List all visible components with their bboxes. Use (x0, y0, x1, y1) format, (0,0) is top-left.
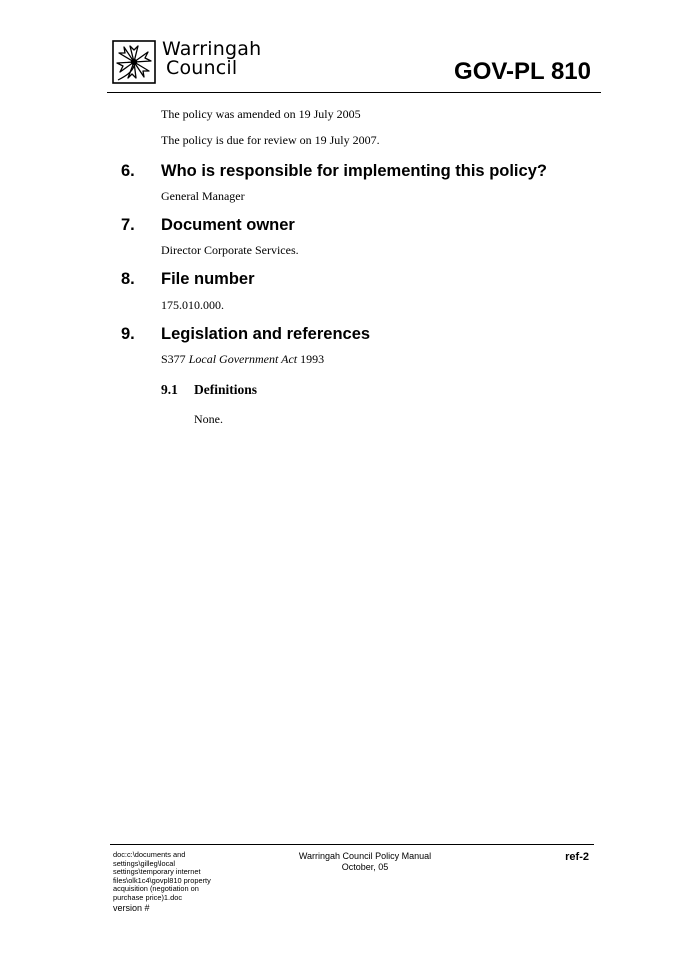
file-path-line: acquisition (negotiation on (113, 884, 199, 894)
section-body-6: General Manager (161, 189, 245, 203)
council-logo (112, 40, 262, 84)
act-year: 1993 (297, 352, 325, 366)
section-body-9 (161, 352, 324, 366)
subsection-body: None. (194, 412, 223, 426)
section-body-7: Director Corporate Services. (161, 243, 299, 257)
file-path-line: files\olk1c4\govpl810 property (113, 875, 211, 885)
section-title: Document owner (161, 216, 295, 234)
logo-line-1: Warringah (162, 38, 262, 60)
page-reference: ref-2 (565, 851, 589, 863)
amended-text: The policy was amended on 19 July 2005 (161, 107, 361, 121)
file-path-line: purchase price)1.doc (113, 892, 183, 902)
section-number: 7. (121, 216, 135, 234)
flannel-flower-icon (112, 40, 156, 84)
manual-title: Warringah Council Policy Manual (298, 851, 432, 861)
section-number: 9. (121, 325, 135, 343)
section-title: Who is responsible for implementing this policy? (161, 162, 547, 180)
subsection-number: 9.1 (161, 382, 178, 397)
section-title: Legislation and references (161, 325, 371, 343)
section-number: 8. (121, 270, 135, 288)
file-path-line: settings\temporary internet (113, 867, 201, 877)
section-number: 6. (121, 162, 135, 180)
footer-manual-info (280, 851, 450, 872)
manual-date: October, 05 (341, 861, 389, 872)
footer-file-path (113, 851, 233, 913)
review-text: The policy is due for review on 19 July 2007. (161, 133, 380, 147)
file-path-line: settings\gilleg\local (113, 858, 176, 868)
section-body-8: 175.010.000. (161, 298, 224, 312)
footer-divider (110, 844, 594, 845)
act-name: Local Government Act (188, 352, 298, 366)
section-title: File number (161, 270, 255, 288)
header-divider (107, 92, 601, 93)
document-code: GOV-PL 810 (454, 58, 591, 85)
logo-line-2: Council (166, 57, 238, 79)
file-path-line: doc:c:\documents and (113, 850, 186, 859)
version-label: version # (113, 902, 150, 913)
subsection-title: Definitions (194, 382, 258, 397)
logo-wordmark (162, 40, 261, 78)
act-section-prefix: S377 (161, 352, 189, 366)
